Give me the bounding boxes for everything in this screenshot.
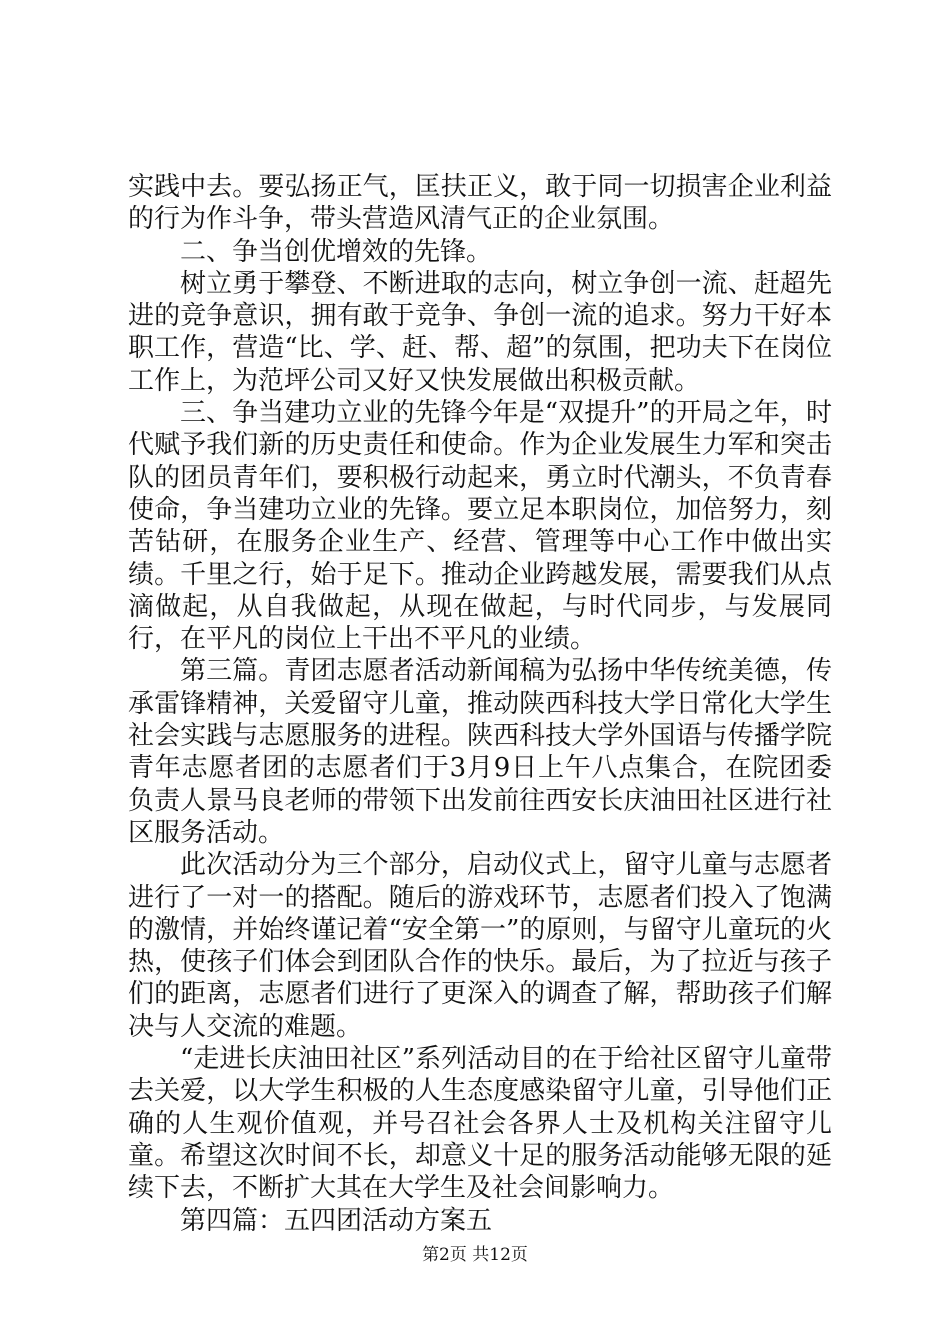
page-number-footer: 第2页 共12页 bbox=[422, 1245, 528, 1265]
section-heading-3: 三、争当建功立业的先锋今年是“双提升”的开局之年，时代赋予我们新的历史责任和使命。作为企业发展生力军和突击队的团员青年们，要积极行动起来，勇立时代潮头，不负青春使命，争当建功立业的先锋。要立足本职岗位，加倍努力，刻苦钻研，在服务企业生产、经营、管理等中心工作中做出实绩。千里之行，始于足下。推动企业跨越发展，需要我们从点滴做起，从自我做起，从现在做起，与时代同步，与发展同行，在平凡的岗位上干出不平凡的业绩。 bbox=[128, 398, 832, 655]
paragraph-1: 实践中去。要弘扬正气，匡扶正义，敢于同一切损害企业利益的行为作斗争，带头营造风清气正的企业氛围。 bbox=[128, 172, 832, 235]
paragraph-activity: 此次活动分为三个部分，启动仪式上，留守儿童与志愿者进行了一对一的搭配。随后的游戏环节，志愿者们投入了饱满的激情，并始终谨记着“安全第一”的原则，与留守儿童玩的火热，使孩子们体会到团队合作的快乐。最后，为了拉近与孩子们的距离，志愿者们进行了更深入的调查了解，帮助孩子们解决与人交流的难题。 bbox=[128, 850, 832, 1042]
paragraph-part-four: 第四篇：五四团活动方案五 bbox=[180, 1205, 493, 1236]
document-body bbox=[128, 171, 832, 1237]
paragraph-3: 树立勇于攀登、不断进取的志向，树立争创一流、赶超先进的竞争意识，拥有敢于竞争、争创一流的追求。努力干好本职工作，营造“比、学、赶、帮、超”的氛围，把功夫下在岗位工作上，为范坪公司又好又快发展做出积极贡献。 bbox=[128, 268, 832, 396]
paragraph-purpose: “走进长庆油田社区”系列活动目的在于给社区留守儿童带去关爱，以大学生积极的人生态度感染留守儿童，引导他们正确的人生观价值观，并号召社会各界人士及机构关注留守儿童。希望这次时间不长，却意义十足的服务活动能够无限的延续下去，不断扩大其在大学生及社会间影响力。 bbox=[128, 1044, 832, 1204]
paragraph-part-three: 第三篇。青团志愿者活动新闻稿为弘扬中华传统美德，传承雷锋精神，关爱留守儿童，推动陕西科技大学日常化大学生社会实践与志愿服务的进程。陕西科技大学外国语与传播学院青年志愿者团的志愿者们于3月9日上午八点集合，在院团委负责人景马良老师的带领下出发前往西安长庆油田社区进行社区服务活动。 bbox=[128, 656, 832, 848]
section-heading-2: 二、争当创优增效的先锋。 bbox=[180, 236, 493, 267]
